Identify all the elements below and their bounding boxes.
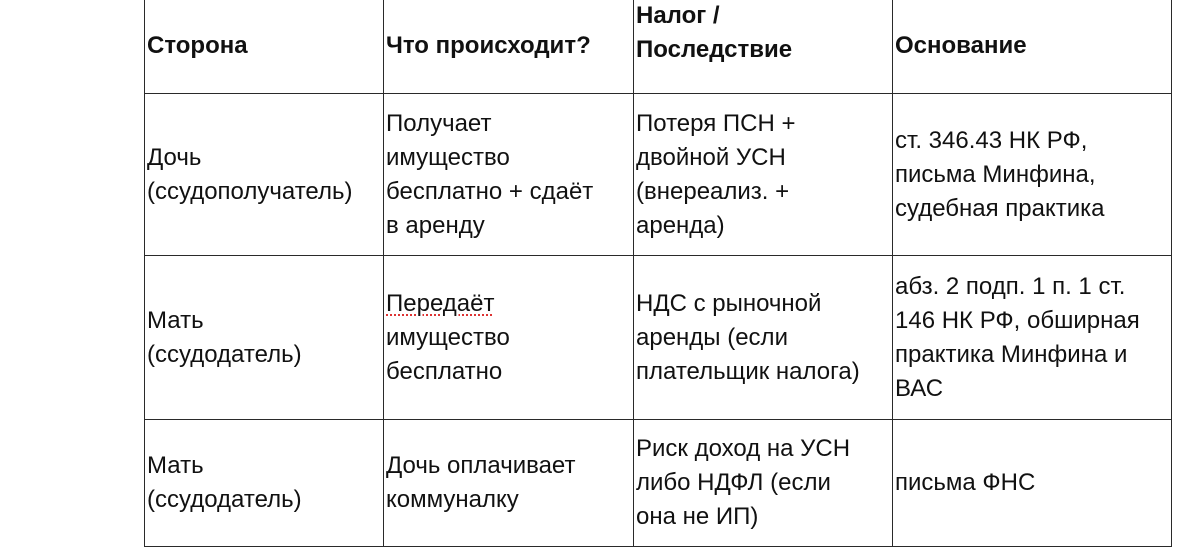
cell-what-happens: Передаёт имущество бесплатно bbox=[384, 256, 634, 420]
cell-basis: ст. 346.43 НК РФ, письма Минфина, судебная практика bbox=[893, 94, 1172, 256]
header-side: Сторона bbox=[145, 0, 384, 94]
cell-side: Мать (ссудодатель) bbox=[145, 420, 384, 547]
table-row bbox=[145, 420, 1172, 547]
table-row bbox=[145, 256, 1172, 420]
header-basis: Основание bbox=[893, 0, 1172, 94]
table-header-row bbox=[145, 0, 1172, 94]
cell-tax-consequence: Потеря ПСН + двойной УСН (внереализ. + аренда) bbox=[634, 94, 893, 256]
cell-tax-consequence: Риск доход на УСН либо НДФЛ (если она не ИП) bbox=[634, 420, 893, 547]
header-what-happens: Что происходит? bbox=[384, 0, 634, 94]
tax-consequences-table bbox=[144, 0, 1172, 547]
cell-basis: письма ФНС bbox=[893, 420, 1172, 547]
cell-what-happens: Дочь оплачивает коммуналку bbox=[384, 420, 634, 547]
cell-side: Мать (ссудодатель) bbox=[145, 256, 384, 420]
table-row bbox=[145, 94, 1172, 256]
cell-side: Дочь (ссудополучатель) bbox=[145, 94, 384, 256]
cell-what-happens: Получает имущество бесплатно + сдаёт в аренду bbox=[384, 94, 634, 256]
spellcheck-word: Передаёт bbox=[386, 289, 495, 317]
header-tax-consequence: Налог / Последствие bbox=[634, 0, 893, 94]
cell-basis: абз. 2 подп. 1 п. 1 ст. 146 НК РФ, обширная практика Минфина и ВАС bbox=[893, 256, 1172, 420]
cell-tax-consequence: НДС с рыночной аренды (если плательщик налога) bbox=[634, 256, 893, 420]
